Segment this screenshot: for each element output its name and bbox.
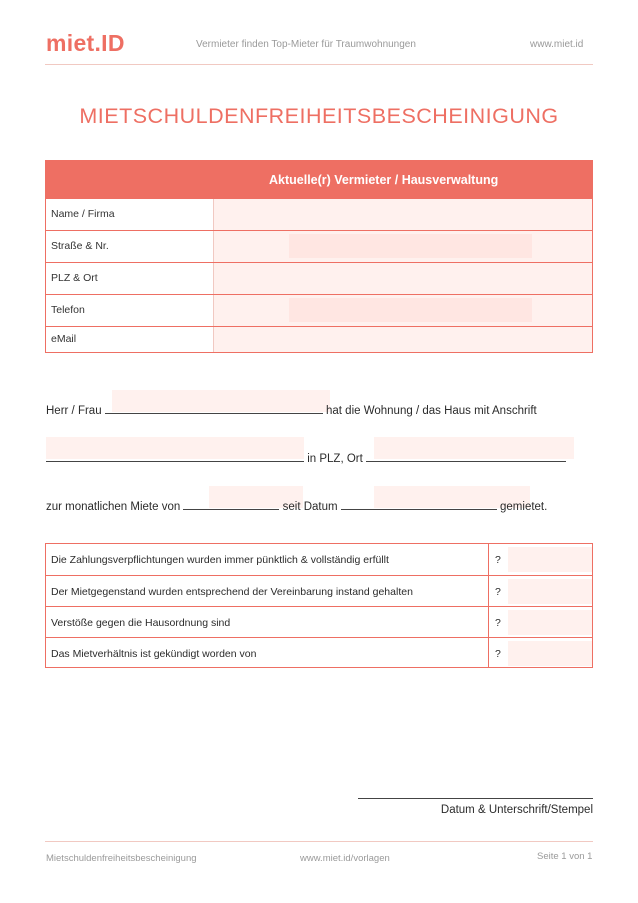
check-text: Die Zahlungsverpflichtungen wurden immer pünktlich & vollständig erfüllt xyxy=(51,554,389,566)
table-row xyxy=(46,231,592,262)
tenant-suffix: hat die Wohnung / das Haus mit Anschrift xyxy=(326,405,537,417)
landlord-table-heading: Aktuelle(r) Vermieter / Hausverwaltung xyxy=(269,173,499,187)
landlord-table xyxy=(45,160,593,353)
row-label-name: Name / Firma xyxy=(51,208,115,220)
footer-url: www.miet.id/vorlagen xyxy=(300,853,390,864)
email-field[interactable] xyxy=(213,327,592,352)
since-label: seit Datum xyxy=(282,501,338,513)
check-answer-mark: ? xyxy=(495,586,501,598)
address-line xyxy=(46,451,304,462)
table-row xyxy=(46,544,592,575)
header-divider xyxy=(45,64,593,65)
rent-suffix: gemietet. xyxy=(500,501,548,513)
logo: miet.ID xyxy=(46,30,125,56)
header-url: www.miet.id xyxy=(530,39,584,50)
signature-line[interactable] xyxy=(358,798,593,799)
city-field[interactable] xyxy=(213,263,592,294)
statement-line-3 xyxy=(46,499,547,513)
statement-line-1 xyxy=(46,403,537,417)
table-row xyxy=(46,295,592,326)
house-rules-answer-field[interactable] xyxy=(508,610,592,635)
table-row xyxy=(46,199,592,230)
rent-line xyxy=(183,499,279,510)
signature-label: Datum & Unterschrift/Stempel xyxy=(440,804,593,816)
row-label-street: Straße & Nr. xyxy=(51,240,109,252)
check-answer-mark: ? xyxy=(495,617,501,629)
row-label-email: eMail xyxy=(51,333,77,345)
check-text: Der Mietgegenstand wurden entsprechend der Vereinbarung instand gehalten xyxy=(51,586,413,598)
check-table xyxy=(45,543,593,668)
postcode-city-line xyxy=(366,451,566,462)
footer-divider xyxy=(45,841,593,842)
termination-answer-field[interactable] xyxy=(508,641,592,666)
check-text: Verstöße gegen die Hausordnung sind xyxy=(51,617,231,629)
postcode-label: in PLZ, Ort xyxy=(307,453,363,465)
table-row xyxy=(46,263,592,294)
statement-line-2 xyxy=(46,451,566,465)
tenant-name-line xyxy=(105,403,323,414)
name-field[interactable] xyxy=(213,199,592,230)
check-text: Das Mietverhältnis ist gekündigt worden von xyxy=(51,648,257,660)
row-label-phone: Telefon xyxy=(51,304,85,316)
footer-doc-name: Mietschuldenfreiheitsbescheinigung xyxy=(46,853,197,864)
tenant-prefix: Herr / Frau xyxy=(46,405,102,417)
table-row xyxy=(46,576,592,607)
header-tagline: Vermieter finden Top-Mieter für Traumwohnungen xyxy=(196,39,416,50)
street-input-box[interactable] xyxy=(289,234,532,258)
check-answer-mark: ? xyxy=(495,648,501,660)
payments-answer-field[interactable] xyxy=(508,547,592,572)
rent-prefix: zur monatlichen Miete von xyxy=(46,501,181,513)
table-row xyxy=(46,327,592,352)
street-field[interactable] xyxy=(213,231,592,262)
footer-page-number: Seite 1 von 1 xyxy=(537,851,593,862)
table-row xyxy=(46,638,592,669)
phone-input-box[interactable] xyxy=(289,298,532,322)
maintenance-answer-field[interactable] xyxy=(508,579,592,604)
row-label-city: PLZ & Ort xyxy=(51,272,98,284)
check-answer-mark: ? xyxy=(495,554,501,566)
start-date-line xyxy=(341,499,497,510)
phone-field[interactable] xyxy=(213,295,592,326)
table-row xyxy=(46,607,592,638)
landlord-table-header xyxy=(46,161,592,199)
document-title: MIETSCHULDENFREIHEITSBESCHEINIGUNG xyxy=(79,104,559,128)
